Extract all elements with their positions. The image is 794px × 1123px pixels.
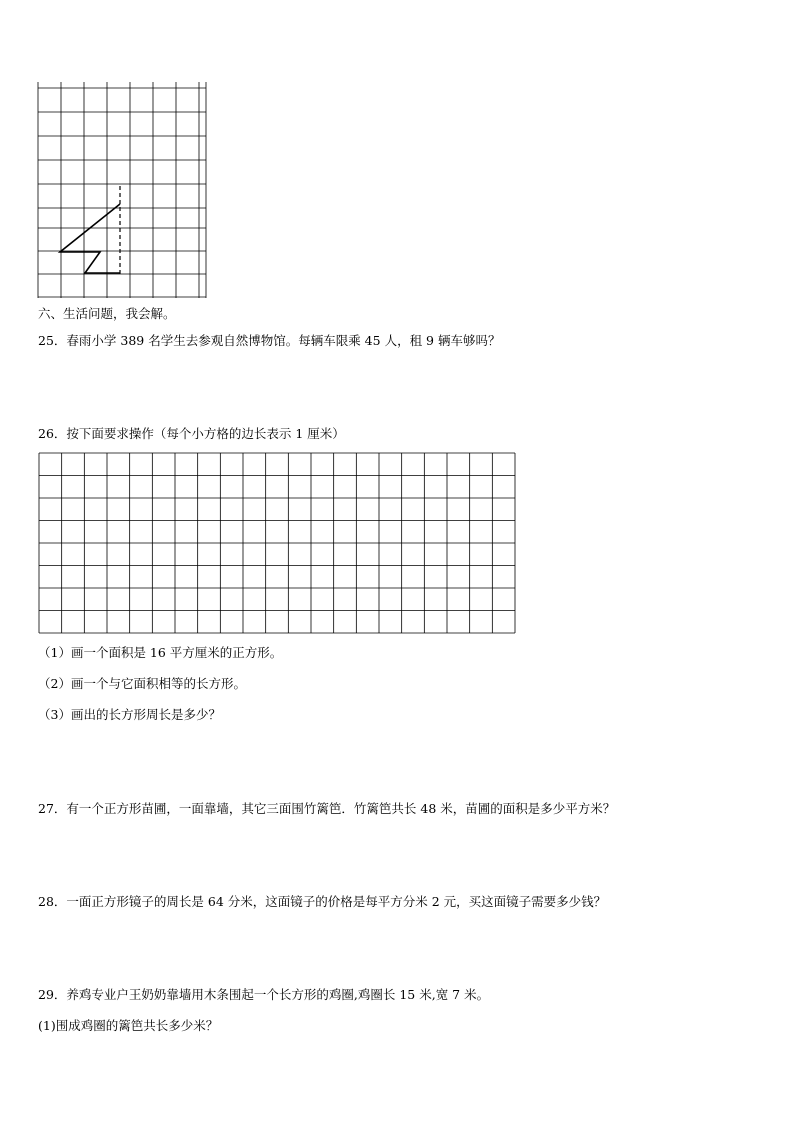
question-26-part-2: （2）画一个与它面积相等的长方形。 (38, 676, 246, 691)
question-26-part-3: （3）画出的长方形周长是多少？ (38, 707, 221, 722)
question-27: 27．有一个正方形苗圃，一面靠墙，其它三面围竹篱笆．竹篱笆共长 48 米，苗圃的面积是多少平方米？ (38, 801, 616, 816)
question-26-part-1: （1）画一个面积是 16 平方厘米的正方形。 (38, 645, 283, 660)
grid-lines (38, 82, 206, 298)
drawing-grid (38, 452, 518, 636)
half-shape (60, 204, 120, 273)
section-heading: 六、生活问题，我会解。 (38, 306, 176, 321)
symmetry-grid-figure (30, 78, 215, 302)
question-26: 26．按下面要求操作（每个小方格的边长表示 1 厘米） (38, 426, 345, 441)
question-28: 28．一面正方形镜子的周长是 64 分米，这面镜子的价格是每平方分米 2 元，买这面镜子需要多少钱？ (38, 894, 607, 909)
question-25: 25．春雨小学 389 名学生去参观自然博物馆。每辆车限乘 45 人，租 9 辆车够吗？ (38, 333, 501, 348)
question-29: 29．养鸡专业户王奶奶靠墙用木条围起一个长方形的鸡圈,鸡圈长 15 米,宽 7 米。 (38, 987, 490, 1002)
question-29-part-1: (1)围成鸡圈的篱笆共长多少米？ (38, 1018, 219, 1033)
